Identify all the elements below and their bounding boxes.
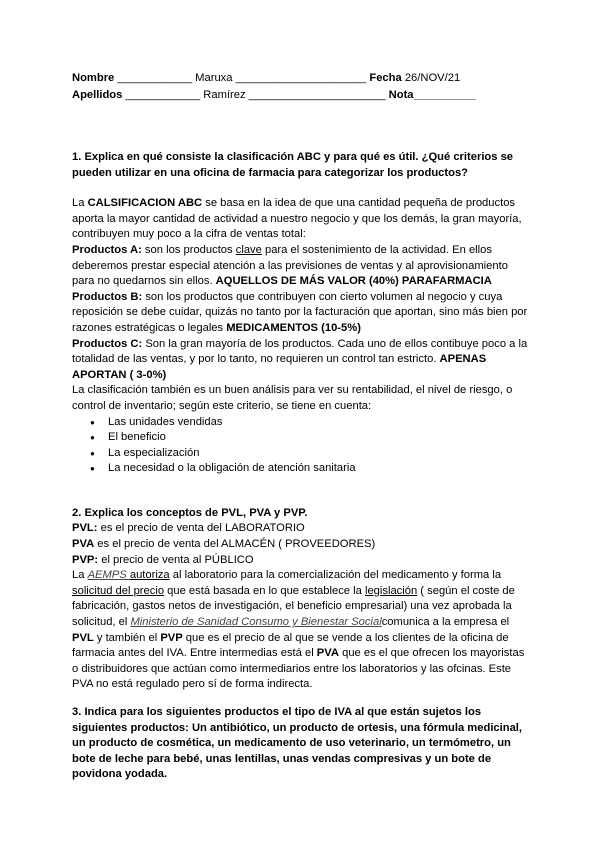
apellidos-value: Ramírez <box>203 89 246 101</box>
pricing-text-1: al laboratorio para la comercialización del medicamento y forma la <box>169 569 502 582</box>
pvp-text: el precio de venta al PÚBLICO <box>98 553 254 566</box>
pricing-text-2: que está basada en lo que establece la <box>164 584 365 597</box>
apellidos-tail: ______________________ <box>248 89 386 101</box>
productos-a-bold: AQUELLOS DE MÁS VALOR (40%) PARAFARMACIA <box>215 275 492 288</box>
pva-line <box>72 537 528 553</box>
fecha-value: 26/NOV/21 <box>404 72 461 84</box>
nombre-label: Nombre <box>72 72 115 84</box>
header-line-name <box>72 70 528 87</box>
apellidos-sep: __ <box>187 89 201 101</box>
productos-a-text2: para el sostenimiento de la actividad. En ellos deberemos prestar especial atención a las previsiones de ventas y al aprovisionamiento para no quedarnos sin ellos. <box>72 243 508 288</box>
productos-a-label: Productos A: <box>72 243 142 256</box>
pricing-text-4: comunica a la empresa el <box>381 616 510 629</box>
productos-a-text1: son los productos <box>141 243 236 256</box>
list-item: ● El beneficio <box>98 430 528 446</box>
pricing-text-3: ( según el coste de fabricación, gastos netos de investigación, el beneficio empresarial) una vez aprobada la solicitud, el <box>72 584 515 629</box>
pricing-text-6: que es el precio de al que se vende a los clientes de la oficina de farmacia antes del IVA. Entre intermedias está el <box>72 631 509 660</box>
criteria-list <box>72 415 528 477</box>
nota-label: Nota <box>388 89 414 101</box>
intro-text-c: se basa en la idea de que una cantidad pequeña de productos aporta la mayor cantidad de actividad a nuestro negocio y que los demás, la gran mayoría, contribuyen muy poco a la cifra de ventas total: <box>72 197 522 241</box>
pva-text: es el precio de venta del ALMACÉN ( PROVEEDORES) <box>94 538 376 551</box>
question-3: 3. Indica para los siguientes productos el tipo de IVA al que están sujetos los siguientes productos: Un antibiótico, un producto de ortesis, una fórmula medicinal, un producto de cosmética, un medicamento de uso veterinario, un termómetro, un bote de leche para bebé, unas lentillas, unas vendas compresivas y un bote de povidona yodada. <box>72 706 523 781</box>
productos-c <box>72 337 528 384</box>
pvl-line <box>72 521 528 537</box>
list-item: ● La especialización <box>98 446 528 462</box>
nombre-tail: _____________________ <box>235 72 367 84</box>
pricing-pvp: PVP <box>160 631 183 644</box>
productos-b-label: Productos B: <box>72 290 143 303</box>
aemps-link[interactable]: AEMPS <box>87 569 130 582</box>
pricing-text-la: La <box>72 569 88 582</box>
ministerio-link[interactable]: Ministerio de Sanidad Consumo y Bienestar Social <box>130 616 382 629</box>
pricing-text-7: que es el que ofrecen los mayoristas o distribuidores que actúan como intermediarios entre los laboratorios y las ofcinas. Este PVA no está regulado pero sí de forma indirecta. <box>72 647 525 691</box>
pvl-label: PVL: <box>72 522 98 535</box>
autoriza-text: autoriza <box>129 569 170 582</box>
pvl-text: es el precio de venta del LABORATORIO <box>97 522 305 535</box>
productos-a <box>72 243 528 290</box>
apellidos-blank: __________ <box>125 89 188 101</box>
solicitud-text: solicitud del precio <box>72 584 165 597</box>
pricing-paragraph <box>72 568 528 693</box>
abc-intro <box>72 196 528 243</box>
productos-a-clave: clave <box>235 243 262 256</box>
pvp-label: PVP: <box>72 553 99 566</box>
productos-b-bold: MEDICAMENTOS (10-5%) <box>226 321 361 334</box>
question-2: 2. Explica los conceptos de PVL, PVA y PVP. <box>72 506 308 519</box>
productos-b <box>72 290 528 337</box>
fecha-label: Fecha <box>369 72 402 84</box>
pva-label: PVA <box>72 538 95 551</box>
pvp-line <box>72 553 528 569</box>
list-item: ● Las unidades vendidas <box>98 415 528 431</box>
nombre-value: Maruxa <box>195 72 233 84</box>
pricing-pva: PVA <box>316 647 339 660</box>
intro-bold: CALSIFICACION ABC <box>87 197 203 210</box>
nota-blank: __________ <box>413 89 476 101</box>
intro-text-a: La <box>72 197 88 210</box>
criteria-text: La clasificación también es un buen análisis para ver su rentabilidad, el nivel de riesgo, o control de inventario; según este criterio, se tiene en cuenta: <box>72 384 513 412</box>
productos-c-bold: APENAS APORTAN ( 3-0%) <box>72 353 487 381</box>
pricing-text-5: y también el <box>93 631 161 644</box>
document-page <box>72 70 528 783</box>
productos-b-text: son los productos que contribuyen con cierto volumen al negocio y cuya reposición se debe cuidar, quizás no tanto por la facturación que aportan, sino más bien por razones estratégicas o legales <box>72 290 528 334</box>
pricing-pvl: PVL <box>72 631 94 644</box>
question-1: 1. Explica en qué consiste la clasificación ABC y para qué es útil. ¿Qué criterios se pueden utilizar en una oficina de farmacia para categorizar los productos? <box>72 151 514 179</box>
productos-c-text: Son la gran mayoría de los productos. Cada uno de ellos contibuye poco a la totalidad de las ventas, y por lo tanto, no requieren un control tan estricto. <box>72 337 528 366</box>
list-item: ● La necesidad o la obligación de atención sanitaria <box>98 461 528 477</box>
nombre-blank: ____________ <box>117 72 193 84</box>
header-line-surname <box>72 87 528 104</box>
legislacion-text: legislación <box>364 584 418 597</box>
productos-c-label: Productos C: <box>72 337 143 350</box>
apellidos-label: Apellidos <box>72 89 123 101</box>
